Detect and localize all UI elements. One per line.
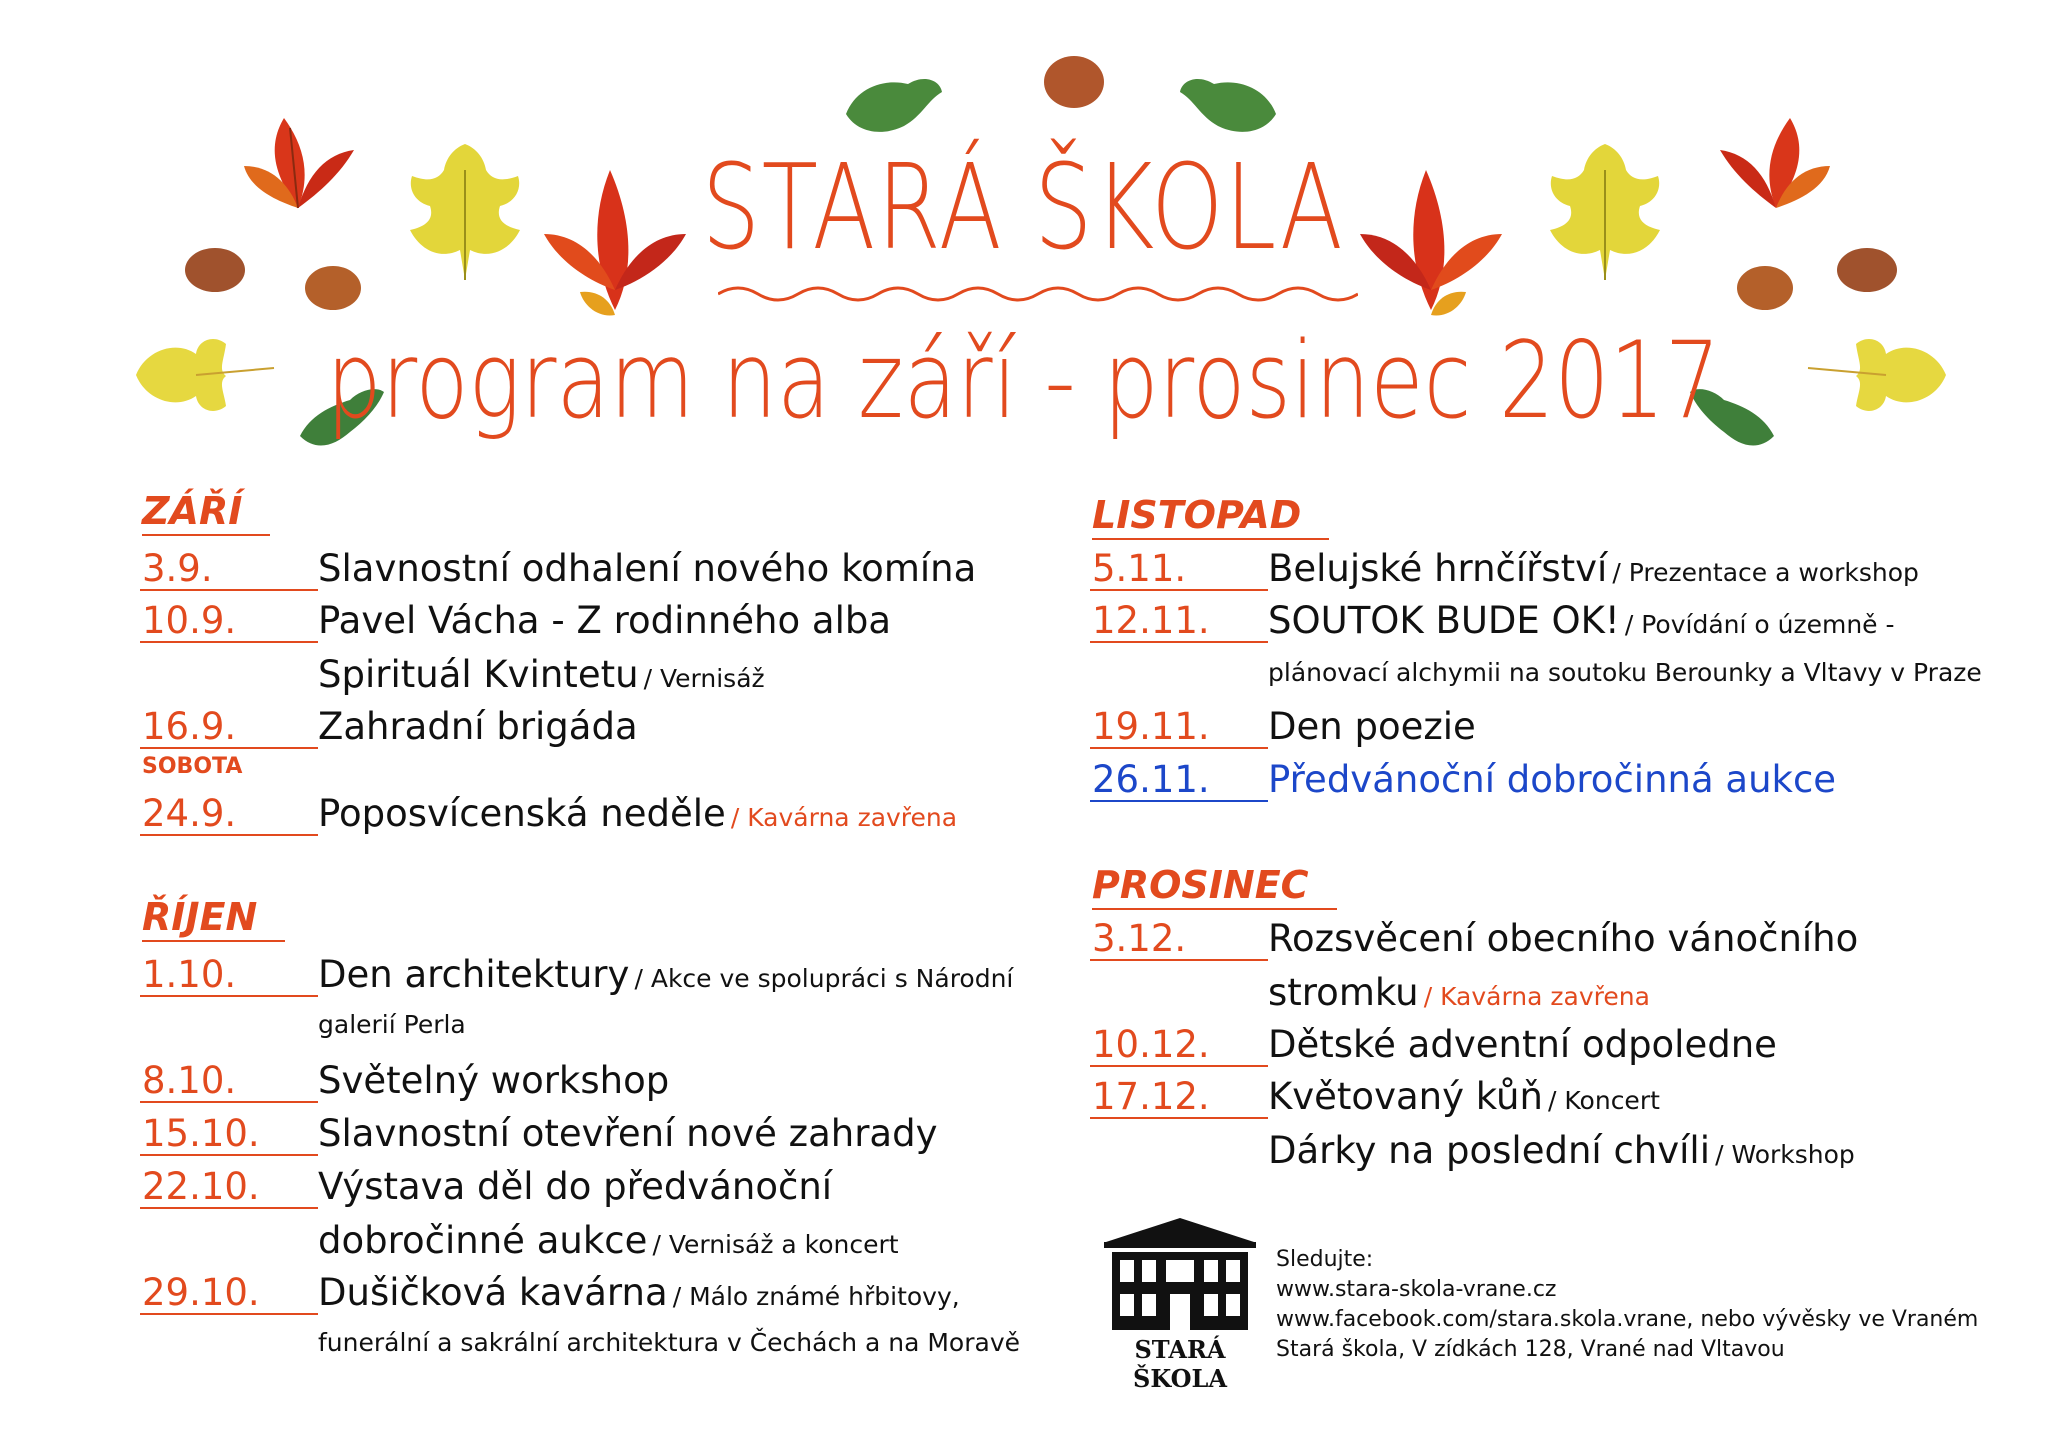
event-title: Slavnostní otevření nové zahrady: [318, 1112, 938, 1155]
event-note: / Workshop: [1715, 1140, 1855, 1169]
green-oak-leaf-icon: [838, 64, 948, 144]
event-title: dobročinné aukce: [318, 1219, 648, 1262]
event-title: Pavel Vácha - Z rodinného alba: [318, 599, 892, 642]
event-date: 17.12.: [1090, 1078, 1268, 1119]
event-date: 12.11.: [1090, 602, 1268, 643]
school-building-logo-icon: [1100, 1212, 1260, 1334]
month-heading-rijen: ŘÍJEN: [142, 898, 285, 942]
event-date: 8.10.: [140, 1062, 318, 1103]
brown-leaf-icon: [1832, 240, 1902, 300]
event-title: Dušičková kavárna: [318, 1271, 668, 1314]
brown-leaf-icon: [298, 258, 368, 318]
event-note: / Akce ve spolupráci s Národní: [634, 964, 1014, 993]
event-title: Den architektury: [318, 953, 630, 996]
event-date: 3.9.: [140, 550, 318, 591]
event-note: / Vernisáž: [643, 664, 765, 693]
event-note: / Povídání o územně -: [1624, 610, 1895, 639]
event-note-continued: galerií Perla: [318, 1010, 466, 1039]
event-day-label: SOBOTA: [142, 754, 243, 779]
event-date: 10.12.: [1090, 1026, 1268, 1067]
event-date: 19.11.: [1090, 708, 1268, 749]
event-note: / Vernisáž a koncert: [652, 1230, 899, 1259]
event-date: 1.10.: [140, 956, 318, 997]
poster-subtitle: program na září - prosinec 2017: [326, 319, 1721, 442]
follow-label: Sledujte:: [1276, 1247, 1374, 1272]
event-date: 29.10.: [140, 1274, 318, 1315]
website-link[interactable]: www.stara-skola-vrane.cz: [1276, 1277, 1557, 1302]
event-date: 3.12.: [1090, 920, 1268, 961]
title-wave-underline: [718, 282, 1358, 306]
event-title: Dárky na poslední chvíli: [1268, 1129, 1710, 1172]
facebook-link[interactable]: www.facebook.com/stara.skola.vrane, nebo vývěsky ve Vraném: [1276, 1307, 1979, 1332]
event-date: 15.10.: [140, 1115, 318, 1156]
logo-wordmark: STARÁ ŠKOLA: [1133, 1335, 1227, 1393]
event-note: / Málo známé hřbitovy,: [672, 1282, 960, 1311]
event-note-continued: plánovací alchymii na soutoku Berounky a Vltavy v Praze: [1268, 658, 1982, 687]
event-title: Zahradní brigáda: [318, 705, 638, 748]
event-title: stromku: [1268, 971, 1419, 1014]
event-title: Dětské adventní odpoledne: [1268, 1023, 1777, 1066]
event-date: 22.10.: [140, 1168, 318, 1209]
month-heading-zari: ZÁŘÍ: [142, 492, 270, 536]
event-title: Rozsvěcení obecního vánočního: [1268, 917, 1859, 960]
event-title: Slavnostní odhalení nového komína: [318, 547, 977, 590]
event-date: 5.11.: [1090, 550, 1268, 591]
event-date: 16.9.: [140, 708, 318, 749]
brown-leaf-icon: [1036, 48, 1116, 118]
address-text: Stará škola, V zídkách 128, Vrané nad Vltavou: [1276, 1337, 1785, 1362]
event-date: 10.9.: [140, 602, 318, 643]
month-heading-listopad: LISTOPAD: [1092, 496, 1329, 540]
event-title: Poposvícenská neděle: [318, 792, 726, 835]
event-note: / Kavárna zavřena: [1423, 982, 1650, 1011]
green-oak-leaf-icon: [1174, 64, 1284, 144]
event-title: Předvánoční dobročinná aukce: [1268, 758, 1837, 801]
contact-block: [1276, 1245, 1978, 1365]
event-note-continued: funerální a sakrální architektura v Čechách a na Moravě: [318, 1328, 1021, 1357]
event-note: / Prezentace a workshop: [1612, 558, 1919, 587]
event-title: Světelný workshop: [318, 1059, 670, 1102]
event-title: SOUTOK BUDE OK!: [1268, 599, 1620, 642]
brown-leaf-icon: [1730, 258, 1800, 318]
event-date: 26.11.: [1090, 761, 1268, 802]
month-heading-prosinec: PROSINEC: [1092, 866, 1337, 910]
event-note: / Kavárna zavřena: [730, 803, 958, 832]
event-title: Belujské hrnčířství: [1268, 547, 1608, 590]
event-title: Květovaný kůň: [1268, 1075, 1543, 1118]
event-title: Spirituál Kvintetu: [318, 653, 639, 696]
event-title: Výstava děl do předvánoční: [318, 1165, 833, 1208]
poster-title: STARÁ ŠKOLA: [701, 138, 1345, 276]
event-date: 24.9.: [140, 795, 318, 836]
event-note: / Koncert: [1548, 1086, 1660, 1115]
event-title: Den poezie: [1268, 705, 1476, 748]
